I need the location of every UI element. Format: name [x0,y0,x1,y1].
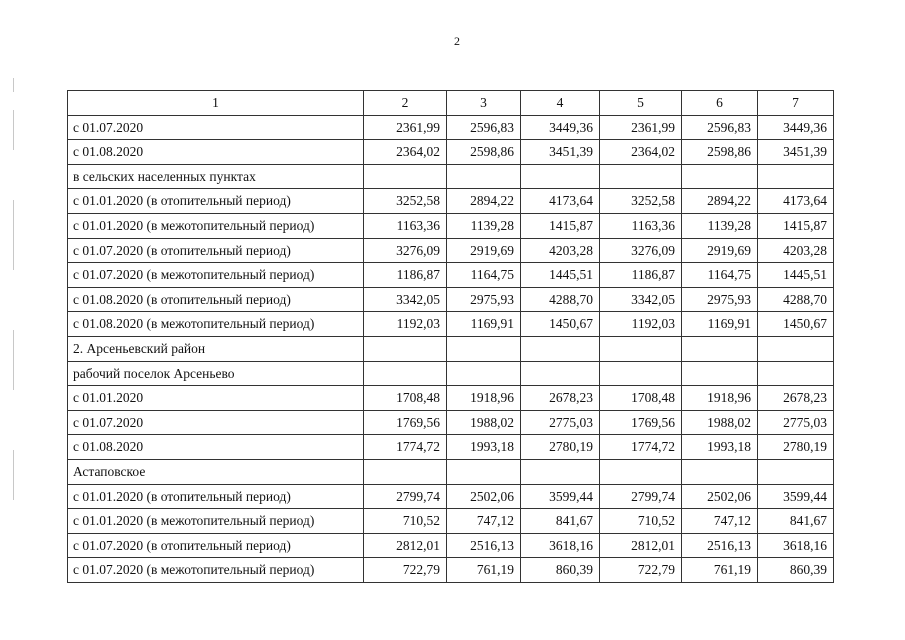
tariff-table [67,90,834,583]
table-row [68,361,834,386]
column-header: 7 [758,91,834,116]
table-cell: 2516,13 [682,533,758,558]
table-cell: 1769,56 [600,410,682,435]
table-cell [682,361,758,386]
table-cell: 1769,56 [364,410,447,435]
table-cell [447,164,521,189]
table-cell: 4173,64 [758,189,834,214]
table-cell: 2502,06 [682,484,758,509]
table-cell: 2364,02 [364,140,447,165]
table-cell: 2975,93 [447,287,521,312]
table-row [68,238,834,263]
table-cell: 3449,36 [758,115,834,140]
table-row [68,533,834,558]
table-cell: 3252,58 [600,189,682,214]
table-cell [521,459,600,484]
table-cell [364,459,447,484]
table-cell: 1186,87 [600,263,682,288]
table-cell: 747,12 [447,509,521,534]
table-cell: 2919,69 [682,238,758,263]
table-cell: 1708,48 [364,386,447,411]
table-cell: 1988,02 [447,410,521,435]
table-cell: 1186,87 [364,263,447,288]
row-label: с 01.01.2020 [68,386,364,411]
table-cell: 4288,70 [758,287,834,312]
row-label: с 01.08.2020 (в межотопительный период) [68,312,364,337]
table-cell: 2596,83 [447,115,521,140]
table-row [68,410,834,435]
row-label: с 01.07.2020 (в отопительный период) [68,533,364,558]
table-cell [758,164,834,189]
row-label: с 01.07.2020 (в межотопительный период) [68,263,364,288]
row-label: с 01.01.2020 (в межотопительный период) [68,509,364,534]
table-row [68,140,834,165]
column-header: 1 [68,91,364,116]
table-cell: 2919,69 [447,238,521,263]
table-cell: 4288,70 [521,287,600,312]
table-row [68,558,834,583]
table-cell [447,361,521,386]
table-row [68,386,834,411]
table-cell: 2894,22 [447,189,521,214]
table-cell: 2596,83 [682,115,758,140]
table-cell: 3342,05 [364,287,447,312]
table-cell [364,361,447,386]
table-cell: 1445,51 [758,263,834,288]
table-cell: 3599,44 [758,484,834,509]
table-cell: 860,39 [521,558,600,583]
table-cell: 1139,28 [682,213,758,238]
table-cell: 2598,86 [682,140,758,165]
row-label: с 01.08.2020 [68,140,364,165]
table-cell [758,459,834,484]
table-cell: 3276,09 [600,238,682,263]
column-header: 6 [682,91,758,116]
table-cell: 2799,74 [364,484,447,509]
row-label: с 01.01.2020 (в отопительный период) [68,484,364,509]
row-label: с 01.07.2020 (в отопительный период) [68,238,364,263]
table-row [68,263,834,288]
table-cell: 1164,75 [447,263,521,288]
table-cell: 1450,67 [758,312,834,337]
margin-mark [13,330,14,390]
table-cell: 1450,67 [521,312,600,337]
table-cell [447,459,521,484]
row-label: с 01.01.2020 (в межотопительный период) [68,213,364,238]
table-cell: 2799,74 [600,484,682,509]
table-cell: 860,39 [758,558,834,583]
table-body [68,91,834,583]
table-cell: 722,79 [364,558,447,583]
table-header-row [68,91,834,116]
table-cell [682,164,758,189]
table-cell: 841,67 [758,509,834,534]
table-cell [600,164,682,189]
table-cell: 761,19 [447,558,521,583]
table-cell [364,164,447,189]
table-cell [521,336,600,361]
table-cell: 747,12 [682,509,758,534]
table-cell: 2775,03 [758,410,834,435]
row-label: с 01.01.2020 (в отопительный период) [68,189,364,214]
table-row [68,312,834,337]
table-cell: 3451,39 [521,140,600,165]
table-cell [682,459,758,484]
table-cell [682,336,758,361]
table-cell: 3276,09 [364,238,447,263]
table-cell: 1774,72 [364,435,447,460]
table-cell: 1192,03 [600,312,682,337]
table-cell: 4203,28 [758,238,834,263]
table-cell: 1169,91 [682,312,758,337]
table-cell: 2502,06 [447,484,521,509]
table-cell: 2780,19 [521,435,600,460]
table-row [68,287,834,312]
row-label: с 01.07.2020 [68,115,364,140]
table-cell [521,361,600,386]
table-cell: 4173,64 [521,189,600,214]
table-cell: 3449,36 [521,115,600,140]
table-cell [447,336,521,361]
margin-mark [13,450,14,500]
table-row [68,435,834,460]
table-cell: 2812,01 [600,533,682,558]
row-label: Астаповское [68,459,364,484]
table-cell: 1918,96 [682,386,758,411]
table-cell: 841,67 [521,509,600,534]
table-cell: 1415,87 [758,213,834,238]
table-cell: 710,52 [600,509,682,534]
table-cell: 2780,19 [758,435,834,460]
table-cell: 3342,05 [600,287,682,312]
table-cell: 710,52 [364,509,447,534]
table-cell: 3618,16 [521,533,600,558]
row-label: в сельских населенных пунктах [68,164,364,189]
table-cell: 1169,91 [447,312,521,337]
table-cell: 2975,93 [682,287,758,312]
table-cell: 1163,36 [364,213,447,238]
row-label: с 01.07.2020 [68,410,364,435]
table-cell: 3618,16 [758,533,834,558]
table-cell: 3599,44 [521,484,600,509]
table-cell: 1918,96 [447,386,521,411]
table-cell: 2361,99 [600,115,682,140]
table-cell: 2812,01 [364,533,447,558]
table-cell: 3252,58 [364,189,447,214]
table-row [68,509,834,534]
row-label: с 01.08.2020 (в отопительный период) [68,287,364,312]
table-cell: 722,79 [600,558,682,583]
row-label: рабочий поселок Арсеньево [68,361,364,386]
table-cell: 1993,18 [682,435,758,460]
column-header: 2 [364,91,447,116]
margin-mark [13,110,14,150]
table-cell: 4203,28 [521,238,600,263]
column-header: 4 [521,91,600,116]
table-cell: 1192,03 [364,312,447,337]
table-cell: 1774,72 [600,435,682,460]
table-row [68,164,834,189]
table-cell [364,336,447,361]
row-label: 2. Арсеньевский район [68,336,364,361]
table-cell: 1163,36 [600,213,682,238]
row-label: с 01.08.2020 [68,435,364,460]
table-cell: 1139,28 [447,213,521,238]
table-row [68,484,834,509]
table-cell [600,336,682,361]
table-row [68,336,834,361]
table-cell: 2361,99 [364,115,447,140]
table-cell [758,336,834,361]
table-cell: 2364,02 [600,140,682,165]
table-row [68,213,834,238]
table-cell: 2678,23 [521,386,600,411]
table-cell: 2775,03 [521,410,600,435]
table-row [68,115,834,140]
table-cell [600,361,682,386]
page-number: 2 [454,34,460,48]
table-row [68,459,834,484]
table-cell: 1445,51 [521,263,600,288]
table-cell [521,164,600,189]
table-cell: 1415,87 [521,213,600,238]
table-cell [600,459,682,484]
column-header: 3 [447,91,521,116]
table-cell [758,361,834,386]
table-cell: 761,19 [682,558,758,583]
row-label: с 01.07.2020 (в межотопительный период) [68,558,364,583]
margin-mark [13,200,14,270]
table-cell: 1993,18 [447,435,521,460]
table-cell: 2894,22 [682,189,758,214]
table-cell: 2598,86 [447,140,521,165]
table-cell: 1164,75 [682,263,758,288]
table-row [68,189,834,214]
table-cell: 3451,39 [758,140,834,165]
table-cell: 2678,23 [758,386,834,411]
table-cell: 1988,02 [682,410,758,435]
column-header: 5 [600,91,682,116]
margin-mark [13,78,14,92]
table-cell: 2516,13 [447,533,521,558]
table-cell: 1708,48 [600,386,682,411]
